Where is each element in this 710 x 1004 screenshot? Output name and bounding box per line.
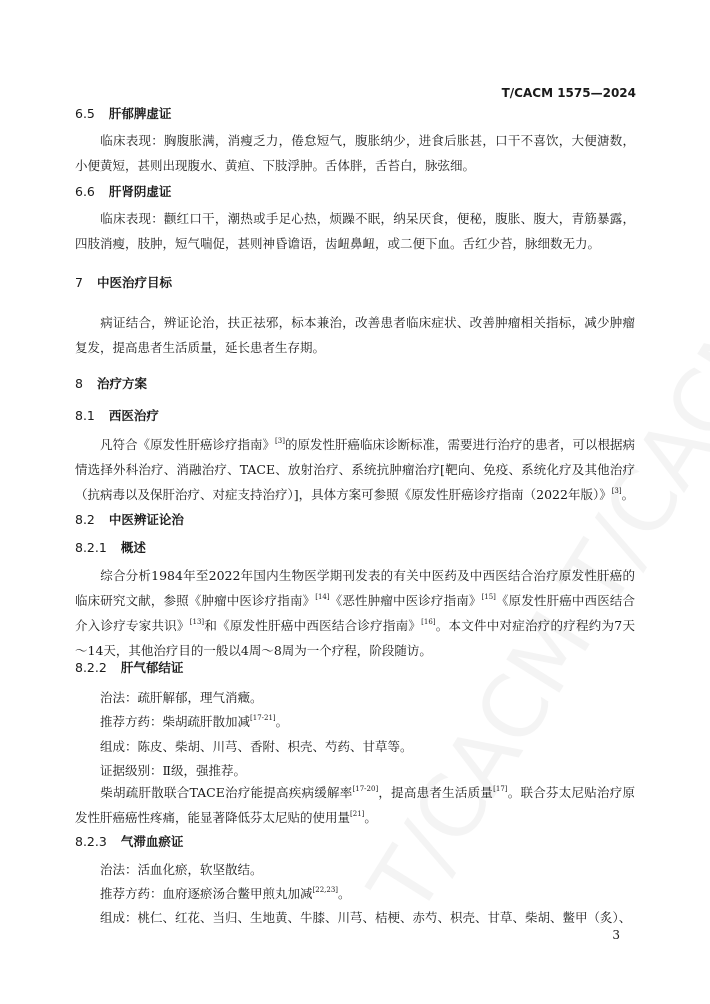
para-6-5: 临床表现：胸腹胀满，消瘦乏力，倦怠短气，腹胀纳少，进食后胀甚，口干不喜饮，大便溏数，小便黄短，甚则出现腹水、黄疸、下肢浮肿。舌体胖，舌苔白，脉弦细。 (75, 133, 635, 173)
heading-8-2-1: 8.2.1 概述 (75, 540, 146, 555)
zucheng-8-2-3: 组成：桃仁、红花、当归、生地黄、牛膝、川芎、桔梗、赤芍、枳壳、甘草、柴胡、鳖甲（炙）、 (100, 910, 632, 925)
heading-6-6: 6.6 肝肾阴虚证 (75, 184, 172, 199)
para-8-1: 凡符合《原发性肝癌诊疗指南》[3]的原发性肝癌临床诊断标准，需要进行治疗的患者，可以根据病情选择外科治疗、消融治疗、TACE、放射治疗、系统抗肿瘤治疗[靶向、免疫、系统化疗及其他治疗（抗病毒以及保肝治疗、对症支持治疗）]，具体方案可参照《原发性肝癌诊疗指南（2022年版）》[3]。 (75, 437, 635, 502)
heading-8-2-3: 8.2.3 气滞血瘀证 (75, 834, 184, 849)
fang-8-2-3: 推荐方药：血府逐瘀汤合鳖甲煎丸加减[22,23]。 (100, 886, 351, 901)
heading-7: 7 中医治疗目标 (75, 275, 172, 290)
heading-6-5: 6.5 肝郁脾虚证 (75, 106, 172, 121)
doc-code: T/CACM 1575—2024 (501, 86, 636, 100)
heading-8-1: 8.1 西医治疗 (75, 408, 159, 423)
fang-8-2-2: 推荐方药：柴胡疏肝散加减[17-21]。 (100, 714, 289, 729)
para-8-2-1: 综合分析1984年至2022年国内生物医学期刊发表的有关中医药及中西医结合治疗原发性肝癌的临床研究文献，参照《肿瘤中医诊疗指南》[14]《恶性肿瘤中医诊疗指南》[15]《原发性肝癌中西医结合介入诊疗专家共识》[13]和《原发性肝癌中西医结合诊疗指南》[16]。本文件中对症治疗的疗程约为7天～14天，其他治疗目的一般以4周～8周为一个疗程，阶段随访。 (75, 568, 635, 658)
para-8-2-2: 柴胡疏肝散联合TACE治疗能提高疾病缓解率[17-20]，提高患者生活质量[17]。联合芬太尼贴治疗原发性肝癌癌性疼痛，能显著降低芬太尼贴的使用量[21]。 (75, 785, 635, 825)
heading-8-2-2: 8.2.2 肝气郁结证 (75, 660, 184, 675)
jibie-8-2-2: 证据级别：Ⅱ级，强推荐。 (100, 763, 246, 778)
page-number: 3 (612, 928, 620, 942)
zucheng-8-2-2: 组成：陈皮、柴胡、川芎、香附、枳壳、芍药、甘草等。 (100, 739, 413, 754)
para-6-6: 临床表现：颧红口干，潮热或手足心热，烦躁不眠，纳呆厌食，便秘，腹胀、腹大，青筋暴露，四肢消瘦，肢肿，短气喘促，甚则神昏谵语，齿衄鼻衄，或二便下血。舌红少苔，脉细数无力。 (75, 211, 635, 251)
heading-8: 8 治疗方案 (75, 376, 147, 391)
zhifa-8-2-2: 治法：疏肝解郁，理气消癥。 (100, 690, 263, 705)
para-7: 病证结合，辨证论治，扶正祛邪，标本兼治，改善患者临床症状、改善肿瘤相关指标，减少肿瘤复发，提高患者生活质量，延长患者生存期。 (75, 315, 635, 355)
zhifa-8-2-3: 治法：活血化瘀，软坚散结。 (100, 862, 263, 877)
heading-8-2: 8.2 中医辨证论治 (75, 512, 184, 527)
